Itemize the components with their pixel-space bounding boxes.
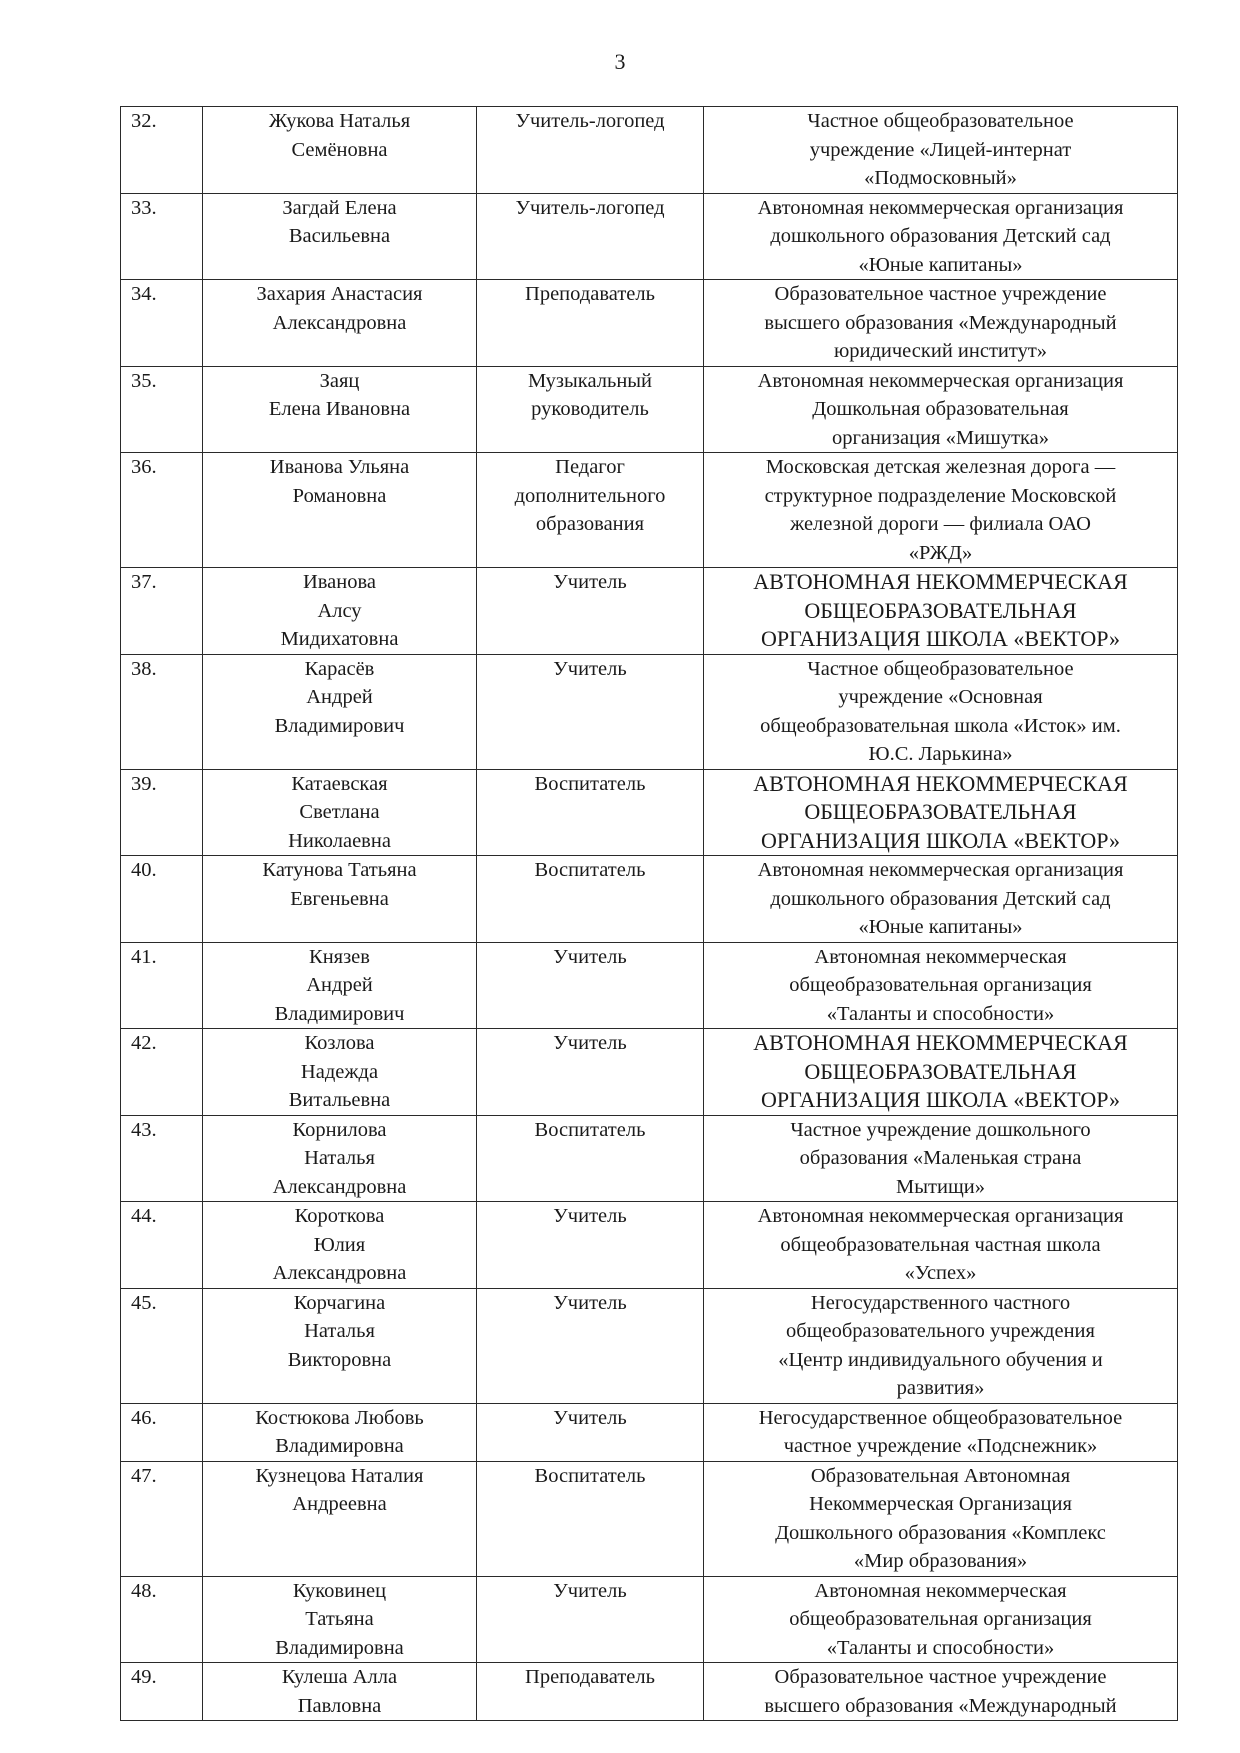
row-number: 43. (121, 1115, 203, 1202)
organization-name-line: Образовательная Автономная (810, 1464, 1071, 1487)
employee-name (203, 1461, 477, 1576)
organization-name-line: общеобразовательного учреждения (786, 1320, 1095, 1342)
table-row (121, 193, 1178, 280)
employee-position-line: дополнительного (514, 484, 666, 507)
organization-name-line: организация «Мишутка» (831, 426, 1050, 449)
employee-position (477, 654, 704, 769)
employee-position-line: Учитель (553, 1205, 627, 1227)
employee-name-line: Катунова Татьяна (262, 859, 417, 881)
employee-name-line: Козлова (304, 1032, 375, 1054)
employee-position (477, 1403, 704, 1461)
employee-name-line: Андреевна (292, 1493, 387, 1515)
organization-name-line: «Юные капитаны» (858, 253, 1023, 276)
employee-name-line: Корнилова (292, 1118, 387, 1141)
organization-name (704, 193, 1178, 280)
row-number: 41. (121, 942, 203, 1029)
employee-position (477, 568, 704, 655)
employee-name-line: Костюкова Любовь (255, 1406, 424, 1429)
employee-name (203, 1288, 477, 1403)
employee-name (203, 1202, 477, 1289)
table-row (121, 568, 1178, 655)
organization-name-line: «Таланты и способности» (826, 1636, 1055, 1659)
organization-name-line: Автономная некоммерческая (814, 1579, 1067, 1602)
employee-position-line: Учитель (553, 657, 627, 680)
employee-name (203, 942, 477, 1029)
employee-name-line: Иванова (302, 571, 377, 593)
employee-name-line: Катаевская (291, 772, 388, 795)
organization-name (704, 366, 1178, 453)
organization-name-line: Мытищи» (896, 1175, 985, 1198)
employee-position-line: образования (535, 513, 645, 535)
employee-position (477, 107, 704, 194)
employee-name (203, 856, 477, 943)
organization-name-line: «РЖД» (908, 541, 973, 564)
employee-position-line: Учитель (553, 1032, 627, 1054)
organization-name-line: частное учреждение «Подснежник» (783, 1435, 1098, 1457)
employee-name-line: Владимировна (275, 1636, 404, 1659)
employee-name (203, 1115, 477, 1202)
organization-name-line: Негосударственное общеобразовательное (758, 1406, 1123, 1429)
employee-position-line: Учитель (553, 1406, 627, 1429)
employee-name-line: Светлана (299, 801, 380, 823)
employee-position (477, 1461, 704, 1576)
table-row (121, 280, 1178, 367)
employee-name-line: Кузнецова Наталия (255, 1464, 424, 1487)
employee-name-line: Надежда (300, 1060, 379, 1083)
organization-name (704, 1403, 1178, 1461)
employee-position-line: Учитель (553, 1291, 627, 1314)
employee-name-line: Князев (309, 945, 370, 968)
employee-name-line: Загдай Елена (282, 196, 397, 219)
employee-name-line: Павловна (297, 1694, 382, 1717)
employee-name (203, 769, 477, 856)
row-number: 35. (121, 366, 203, 453)
organization-name-line: Частное общеобразовательное (807, 110, 1074, 132)
employee-name (203, 107, 477, 194)
table-row (121, 654, 1178, 769)
employee-name-line: Александровна (272, 311, 407, 334)
employee-name-line: Татьяна (305, 1608, 374, 1630)
employee-name-line: Карасёв (304, 657, 375, 680)
organization-name-line: общеобразовательная организация (789, 1608, 1092, 1630)
employee-name-line: Романовна (292, 484, 387, 507)
organization-name-line: высшего образования «Международный (764, 311, 1117, 334)
organization-name (704, 1115, 1178, 1202)
organization-name (704, 1202, 1178, 1289)
employee-name-line: Елена Ивановна (268, 398, 411, 420)
organization-name (704, 107, 1178, 194)
employee-position-line: Музыкальный (527, 369, 653, 392)
organization-name (704, 1029, 1178, 1116)
organization-name (704, 769, 1178, 856)
organization-name-line: Автономная некоммерческая организация (757, 859, 1124, 881)
organization-name-line: Автономная некоммерческая организация (757, 1205, 1124, 1227)
organization-name-line: Автономная некоммерческая организация (757, 369, 1124, 392)
employee-position-line: Воспитатель (534, 1464, 646, 1487)
employee-name-line: Жукова Наталья (268, 110, 411, 132)
row-number: 45. (121, 1288, 203, 1403)
employee-name-line: Мидихатовна (280, 628, 399, 650)
table-row (121, 1663, 1178, 1721)
organization-name-line: учреждение «Основная (838, 686, 1043, 708)
organization-name-line: Ю.С. Ларькина» (868, 743, 1013, 765)
organization-name (704, 568, 1178, 655)
employee-name-line: Наталья (304, 1147, 375, 1169)
table-row (121, 1202, 1178, 1289)
employee-position (477, 1576, 704, 1663)
employee-name-line: Короткова (294, 1205, 385, 1227)
organization-name-line: железной дороги — филиала ОАО (790, 513, 1091, 535)
employee-name (203, 366, 477, 453)
employee-name-line: Корчагина (293, 1291, 386, 1314)
employee-name-line: Александровна (272, 1175, 407, 1198)
employee-position (477, 1202, 704, 1289)
row-number: 44. (121, 1202, 203, 1289)
organization-name (704, 1288, 1178, 1403)
employee-position (477, 453, 704, 568)
organization-name (704, 942, 1178, 1029)
employee-position (477, 1663, 704, 1721)
employee-position-line: руководитель (531, 398, 649, 420)
row-number: 46. (121, 1403, 203, 1461)
employee-name-line: Кулеша Алла (281, 1666, 398, 1688)
employee-name-line: Захария Анастасия (256, 283, 423, 305)
employee-name-line: Заяц (319, 369, 360, 392)
employee-name (203, 453, 477, 568)
organization-name-line: Автономная некоммерческая (814, 945, 1067, 968)
employee-name-line: Владимировна (275, 1435, 404, 1457)
table-row (121, 1576, 1178, 1663)
row-number: 33. (121, 193, 203, 280)
employee-name (203, 280, 477, 367)
row-number: 39. (121, 769, 203, 856)
organization-name-line: Образовательное частное учреждение (774, 283, 1107, 305)
employee-name-line: Александровна (272, 1262, 407, 1284)
employee-name-line: Николаевна (288, 829, 391, 852)
organization-name-line: Частное учреждение дошкольного (790, 1118, 1091, 1141)
organization-name-line: дошкольного образования Детский сад (770, 887, 1111, 910)
table-row (121, 856, 1178, 943)
employee-name-line: Васильевна (288, 225, 391, 247)
employee-position-line: Учитель (553, 945, 627, 968)
row-number: 36. (121, 453, 203, 568)
employee-position (477, 1288, 704, 1403)
organization-name-line: ОРГАНИЗАЦИЯ ШКОЛА «ВЕКТОР» (761, 827, 1120, 853)
employee-position-line: Учитель (553, 571, 627, 593)
organization-name (704, 856, 1178, 943)
row-number: 48. (121, 1576, 203, 1663)
employee-position (477, 193, 704, 280)
table-body (121, 107, 1178, 1721)
employee-position-line: Педагог (555, 456, 625, 478)
employee-position (477, 366, 704, 453)
organization-name-line: «Мир образования» (853, 1550, 1028, 1572)
employee-name-line: Андрей (306, 686, 373, 708)
employee-position-line: Преподаватель (525, 283, 655, 305)
organization-name-line: АВТОНОМНАЯ НЕКОММЕРЧЕСКАЯ (753, 1030, 1128, 1055)
employee-name-line: Алсу (317, 599, 362, 622)
employee-name-line: Куковинец (292, 1579, 387, 1602)
organization-name (704, 453, 1178, 568)
organization-name-line: «Подмосковный» (864, 167, 1017, 189)
organization-name-line: учреждение «Лицей-интернат (809, 138, 1072, 161)
employee-name (203, 1663, 477, 1721)
organization-name-line: Московская детская железная дорога — (765, 456, 1116, 478)
organization-name-line: Частное общеобразовательное (807, 657, 1074, 680)
employee-position (477, 769, 704, 856)
organization-name (704, 654, 1178, 769)
organization-name-line: АВТОНОМНАЯ НЕКОММЕРЧЕСКАЯ (753, 569, 1128, 594)
organization-name-line: «Успех» (904, 1262, 977, 1284)
organization-name-line: «Юные капитаны» (858, 916, 1023, 938)
organization-name-line: «Таланты и способности» (826, 1002, 1055, 1025)
page-number: 3 (614, 49, 626, 74)
employee-name-line: Евгеньевна (290, 887, 389, 910)
employee-name (203, 654, 477, 769)
organization-name-line: ОРГАНИЗАЦИЯ ШКОЛА «ВЕКТОР» (761, 626, 1120, 651)
table-row (121, 1461, 1178, 1576)
row-number: 47. (121, 1461, 203, 1576)
employee-name-line: Иванова Ульяна (269, 456, 410, 478)
organization-name-line: общеобразовательная частная школа (780, 1233, 1101, 1256)
employee-position-line: Учитель (553, 1579, 627, 1602)
organization-name-line: дошкольного образования Детский сад (770, 225, 1111, 247)
row-number: 49. (121, 1663, 203, 1721)
organization-name-line: ОБЩЕОБРАЗОВАТЕЛЬНАЯ (804, 1058, 1077, 1084)
employee-name (203, 1403, 477, 1461)
table-row (121, 366, 1178, 453)
table-row (121, 107, 1178, 194)
table-row (121, 1029, 1178, 1116)
employee-name-line: Семёновна (291, 138, 388, 161)
organization-name (704, 1663, 1178, 1721)
organization-name (704, 1576, 1178, 1663)
organization-name-line: общеобразовательная организация (789, 974, 1092, 996)
row-number: 32. (121, 107, 203, 194)
organization-name-line: ОБЩЕОБРАЗОВАТЕЛЬНАЯ (804, 799, 1077, 824)
organization-name-line: общеобразовательная школа «Исток» им. (760, 714, 1121, 737)
row-number: 40. (121, 856, 203, 943)
employee-name-line: Наталья (304, 1320, 375, 1342)
employee-position (477, 856, 704, 943)
organization-name-line: Автономная некоммерческая организация (757, 196, 1124, 219)
organization-name-line: Некоммерческая Организация (809, 1493, 1072, 1515)
employee-name-line: Андрей (306, 974, 373, 996)
employee-position (477, 1115, 704, 1202)
organization-name-line: ОРГАНИЗАЦИЯ ШКОЛА «ВЕКТОР» (761, 1087, 1120, 1112)
employee-position (477, 1029, 704, 1116)
employee-position-line: Учитель-логопед (515, 110, 665, 132)
organization-name-line: развития» (896, 1377, 985, 1399)
row-number: 38. (121, 654, 203, 769)
employee-position (477, 942, 704, 1029)
employee-name-line: Владимирович (274, 1002, 405, 1025)
table-row (121, 1403, 1178, 1461)
row-number: 37. (121, 568, 203, 655)
table-row (121, 769, 1178, 856)
organization-name-line: ОБЩЕОБРАЗОВАТЕЛЬНАЯ (804, 597, 1077, 623)
organization-name-line: «Центр индивидуального обучения и (778, 1348, 1103, 1371)
row-number: 34. (121, 280, 203, 367)
staff-table (120, 106, 1178, 1721)
organization-name-line: АВТОНОМНАЯ НЕКОММЕРЧЕСКАЯ (753, 770, 1128, 796)
employee-position-line: Воспитатель (534, 772, 646, 795)
employee-position-line: Учитель-логопед (515, 196, 665, 219)
employee-position (477, 280, 704, 367)
employee-position-line: Преподаватель (525, 1666, 655, 1688)
organization-name-line: Дошкольного образования «Комплекс (775, 1521, 1106, 1544)
organization-name (704, 1461, 1178, 1576)
organization-name-line: структурное подразделение Московской (764, 484, 1117, 507)
employee-name (203, 568, 477, 655)
organization-name-line: Образовательное частное учреждение (774, 1666, 1107, 1688)
table-row (121, 942, 1178, 1029)
employee-position-line: Воспитатель (534, 1118, 646, 1141)
employee-name-line: Витальевна (288, 1089, 391, 1111)
employee-name (203, 193, 477, 280)
employee-name-line: Юлия (313, 1233, 366, 1256)
employee-position-line: Воспитатель (534, 859, 646, 881)
table-row (121, 453, 1178, 568)
employee-name (203, 1029, 477, 1116)
organization-name (704, 280, 1178, 367)
organization-name-line: Дошкольная образовательная (812, 398, 1069, 420)
organization-name-line: Негосударственного частного (810, 1291, 1071, 1314)
organization-name-line: юридический институт» (833, 340, 1048, 362)
organization-name-line: образования «Маленькая страна (799, 1147, 1082, 1169)
table-row (121, 1115, 1178, 1202)
employee-name-line: Владимирович (274, 714, 405, 737)
table-row (121, 1288, 1178, 1403)
row-number: 42. (121, 1029, 203, 1116)
employee-name (203, 1576, 477, 1663)
employee-name-line: Викторовна (287, 1348, 392, 1371)
organization-name-line: высшего образования «Международный (764, 1694, 1117, 1717)
